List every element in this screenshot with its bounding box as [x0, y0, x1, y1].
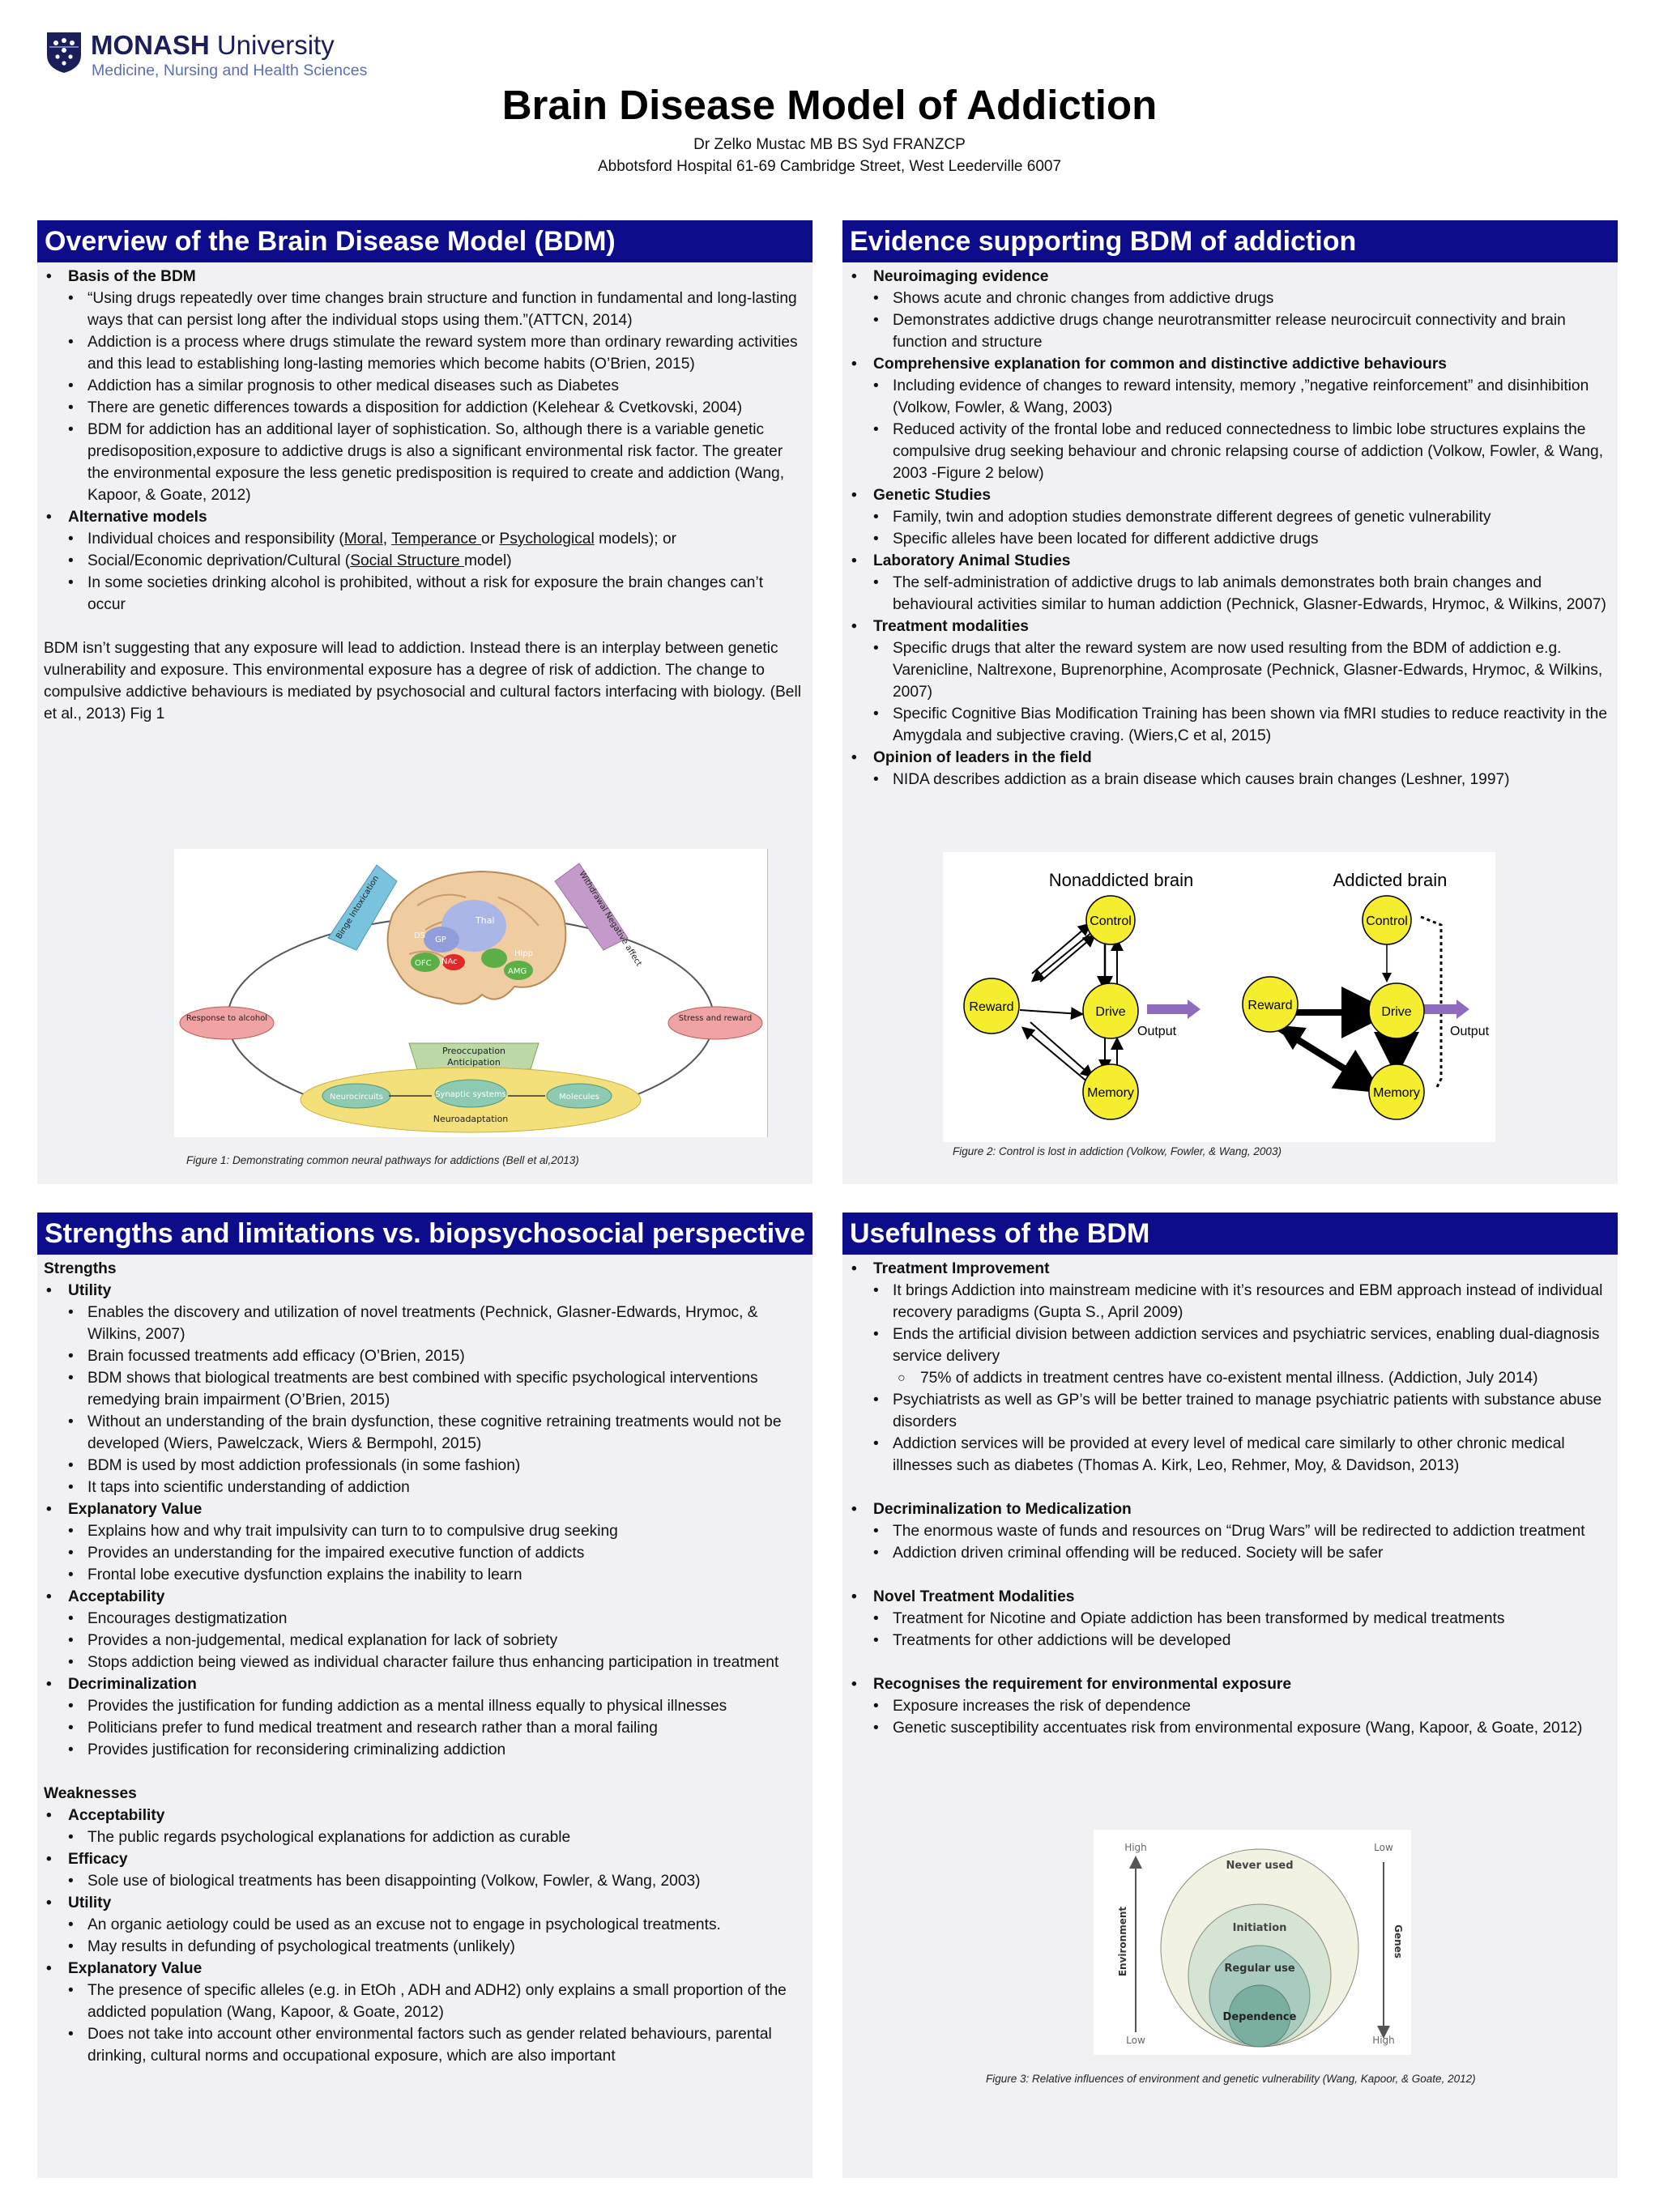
evidence-item: • The self-administration of addictive drugs to lab animals demonstrates both brain changes and behavioural activities similar to human addiction (Pechnick, Glasner-Edwards, Hrymoc, & Wilkins, 2007)	[849, 572, 1610, 616]
weakness-item: • May results in defunding of psychological treatments (unlikely)	[44, 1936, 804, 1958]
evidence-item: • Reduced activity of the frontal lobe and reduced connectedness to limbic lobe structures explains the compulsive drug seeking behaviour and chronic relapsing course of addiction (Volkow, Fowler, & Wang, 2003 -Figure 2 below)	[849, 419, 1610, 484]
weakness-group-label: • Acceptability	[44, 1805, 804, 1826]
genes-high-label: High	[1372, 2035, 1395, 2046]
treatment-item: • Ends the artificial division between addiction services and psychiatric services, enabling dual-diagnosis service delivery	[849, 1323, 1610, 1367]
evidence-heading: Evidence supporting BDM of addiction	[842, 220, 1618, 262]
strength-item: • Frontal lobe executive dysfunction explains the inability to learn	[44, 1564, 804, 1586]
anticipation-label: Anticipation	[447, 1057, 501, 1068]
weakness-group-label: • Explanatory Value	[44, 1958, 804, 1980]
temperance-model-link: Temperance	[391, 531, 481, 548]
molecules-label: Molecules	[559, 1093, 599, 1102]
response-label: Response to alcohol	[186, 1014, 268, 1023]
ds-label: DS	[414, 931, 426, 940]
environmental-exposure-label: • Recognises the requirement for environmental exposure	[849, 1673, 1610, 1695]
strength-item: • Provides a non-judgemental, medical explanation for lack of sobriety	[44, 1630, 804, 1652]
strength-item: • Brain focussed treatments add efficacy (O’Brien, 2015)	[44, 1345, 804, 1367]
poster-title: Brain Disease Model of Addiction	[501, 82, 1158, 128]
evidence-item: • Shows acute and chronic changes from addictive drugs	[849, 288, 1610, 309]
never-used-label: Never used	[1226, 1860, 1294, 1872]
strength-item: • Without an understanding of the brain dysfunction, these cognitive retraining treatments would not be developed (Wiers, Pawelczack, Wiers & Bermpohl, 2015)	[44, 1411, 804, 1455]
alternative-models-label: • Alternative models	[44, 506, 804, 528]
strength-item: • BDM shows that biological treatments are best combined with specific psychological interventions remedying brain impairment (O’Brien, 2015)	[44, 1367, 804, 1411]
env-high-label: High	[1124, 1842, 1147, 1853]
basis-item: • There are genetic differences towards a disposition for addiction (Kelehear & Cvetkovski, 2004)	[44, 397, 804, 419]
strength-item: • Politicians prefer to fund medical treatment and research rather than a moral failing	[44, 1717, 804, 1739]
strengths-label: Strengths	[44, 1260, 117, 1277]
regular-use-label: Regular use	[1224, 1963, 1295, 1975]
control-node-label-addicted: Control	[1366, 914, 1408, 928]
figure-1-caption: Figure 1: Demonstrating common neural pathways for addictions (Bell et al,2013)	[186, 1154, 579, 1166]
evidence-group-label: • Laboratory Animal Studies	[849, 550, 1610, 572]
strength-item: • Stops addiction being viewed as individual character failure thus enhancing participation in treatment	[44, 1652, 804, 1673]
figure-1	[174, 849, 768, 1137]
output-label-addicted: Output	[1450, 1025, 1490, 1038]
stress-label: Stress and reward	[678, 1014, 753, 1023]
reward-node-label-addicted: Reward	[1247, 999, 1293, 1012]
evidence-group-label: • Treatment modalities	[849, 616, 1610, 637]
weakness-item: • The presence of specific alleles (e.g. in EtOh , ADH and ADH2) only explains a small proportion of the addicted population (Wang, Kapoor, & Goate, 2012)	[44, 1980, 804, 2023]
psychological-model-link: Psychological	[499, 531, 595, 548]
figure-2	[943, 852, 1495, 1142]
gp-label: GP	[435, 936, 446, 944]
decrim-item: • The enormous waste of funds and resources on “Drug Wars” will be redirected to addiction treatment	[849, 1520, 1610, 1542]
strength-item: • Provides justification for reconsidering criminalizing addiction	[44, 1739, 804, 1761]
figure-3-diagram	[1094, 1830, 1411, 2055]
monash-logo	[45, 26, 369, 83]
strength-group-label: • Utility	[44, 1280, 804, 1302]
evidence-group-label: • Opinion of leaders in the field	[849, 747, 1610, 769]
basis-item: • BDM for addiction has an additional layer of sophistication. So, although there is a variable genetic predisoposition,exposure to addictive drugs is also a significant environmental risk factor. The greater the environmental exposure the less genetic predisposition is required to create and addiction (Wang, Kapoor, & Goate, 2012)	[44, 419, 804, 506]
weaknesses-label: Weaknesses	[44, 1785, 137, 1802]
env-item: • Genetic susceptibility accentuates risk from environmental exposure (Wang, Kapoor, & Goate, 2012)	[849, 1717, 1610, 1739]
evidence-panel	[842, 220, 1618, 1184]
reward-node-label: Reward	[969, 1000, 1014, 1014]
evidence-group-label: • Genetic Studies	[849, 484, 1610, 506]
evidence-item: • Including evidence of changes to reward intensity, memory ,”negative reinforcement” and disinhibition (Volkow, Fowler, & Wang, 2003)	[849, 375, 1610, 419]
strength-item: • Encourages destigmatization	[44, 1608, 804, 1630]
usefulness-heading: Usefulness of the BDM	[842, 1213, 1618, 1255]
evidence-group-label: • Neuroimaging evidence	[849, 266, 1610, 288]
basis-item: • Addiction is a process where drugs stimulate the reward system more than ordinary rewarding activities and this lead to establishing long-lasting memories which become habits (O’Brien, 2015)	[44, 331, 804, 375]
dependence-label: Dependence	[1222, 2011, 1297, 2023]
weakness-item: • Sole use of biological treatments has been disappointing (Volkow, Fowler, & Wang, 2003)	[44, 1870, 804, 1892]
overview-body	[44, 266, 804, 725]
treatment-subitem: ○ 75% of addicts in treatment centres have co-existent mental illness. (Addiction, July 2014)	[849, 1367, 1610, 1389]
evidence-group-label: • Comprehensive explanation for common and distinctive addictive behaviours	[849, 353, 1610, 375]
thal-label: Thal	[476, 915, 495, 926]
monash-crest-icon	[45, 31, 83, 75]
nac-label: NAc	[441, 957, 458, 966]
env-item: • Exposure increases the risk of dependence	[849, 1695, 1610, 1717]
binge-label: Binge Intoxication	[335, 874, 382, 941]
treatment-item: • Addiction services will be provided at every level of medical care similarly to other chronic medical illnesses such as diabetes (Thomas A. Kirk, Leo, Rehmer, Moy, & Davidson, 2013)	[849, 1433, 1610, 1477]
treatment-item: • Psychiatrists as well as GP’s will be better trained to manage psychiatric patients with substance abuse disorders	[849, 1389, 1610, 1433]
alt-item: • Social/Economic deprivation/Cultural (Social Structure model)	[44, 550, 804, 572]
drive-node-label-addicted: Drive	[1381, 1005, 1412, 1019]
memory-node-label-addicted: Memory	[1373, 1086, 1420, 1100]
overview-paragraph: BDM isn’t suggesting that any exposure will lead to addiction. Instead there is an interplay between genetic vulnerability and exposure. This environmental exposure has a degree of risk of addiction. The change to compulsive addictive behaviours is mediated by psychosocial and cultural factors interfacing with biology. (Bell et al., 2013) Fig 1	[44, 640, 801, 722]
logo-name: MONASH University	[91, 30, 335, 60]
figure-2-diagram	[943, 852, 1495, 1142]
weakness-item: • An organic aetiology could be used as an excuse not to engage in psychological treatments.	[44, 1914, 804, 1936]
strengths-panel	[37, 1213, 812, 2178]
neuroadaptation-label: Neuroadaptation	[433, 1114, 509, 1124]
weakness-group-label: • Efficacy	[44, 1848, 804, 1870]
output-label: Output	[1137, 1025, 1177, 1038]
nonaddicted-label: Nonaddicted brain	[1048, 870, 1194, 890]
evidence-item: • Family, twin and adoption studies demonstrate different degrees of genetic vulnerability	[849, 506, 1610, 528]
basis-item: • “Using drugs repeatedly over time changes brain structure and function in fundamental and long-lasting ways that can persist long after the individual stops using them.”(ATTCN, 2014)	[44, 288, 804, 331]
overview-panel	[37, 220, 812, 1184]
strength-item: • It taps into scientific understanding of addiction	[44, 1477, 804, 1498]
drive-node-label: Drive	[1095, 1005, 1126, 1019]
withdrawal-label: Withdrawal Negative affect	[577, 869, 643, 969]
hipp-label: Hipp	[514, 949, 533, 958]
evidence-body	[849, 266, 1610, 791]
ofc-label: OFC	[415, 959, 432, 968]
novel-item: • Treatments for other addictions will be developed	[849, 1630, 1610, 1652]
usefulness-panel	[842, 1213, 1618, 2178]
figure-1-diagram	[174, 849, 768, 1137]
weakness-item: • The public regards psychological explanations for addiction as curable	[44, 1826, 804, 1848]
strengths-body	[44, 1258, 804, 2067]
poster-address: Abbotsford Hospital 61-69 Cambridge Street, West Leederville 6007	[597, 158, 1062, 175]
decriminalization-label: • Decriminalization to Medicalization	[849, 1498, 1610, 1520]
figure-2-caption: Figure 2: Control is lost in addiction (Volkow, Fowler, & Wang, 2003)	[953, 1145, 1282, 1157]
strength-group-label: • Acceptability	[44, 1586, 804, 1608]
usefulness-body	[849, 1258, 1610, 1739]
control-node-label: Control	[1090, 914, 1132, 928]
preoccupation-label: Preoccupation	[441, 1046, 506, 1056]
figure-3	[1094, 1830, 1411, 2055]
strength-item: • Provides an understanding for the impaired executive function of addicts	[44, 1542, 804, 1564]
figure-3-caption: Figure 3: Relative influences of environment and genetic vulnerability (Wang, Kapoor, & Goate, 2012)	[986, 2073, 1476, 2085]
treatment-improvement-label: • Treatment Improvement	[849, 1258, 1610, 1280]
weakness-group-label: • Utility	[44, 1892, 804, 1914]
moral-model-link: Moral	[343, 531, 383, 548]
alt-item: • Individual choices and responsibility (Moral, Temperance or Psychological models); or	[44, 528, 804, 550]
neurocircuits-label: Neurocircuits	[330, 1093, 383, 1102]
novel-item: • Treatment for Nicotine and Opiate addiction has been transformed by medical treatments	[849, 1608, 1610, 1630]
env-low-label: Low	[1126, 2035, 1145, 2046]
logo-subtitle: Medicine, Nursing and Health Sciences	[92, 62, 368, 79]
overview-heading: Overview of the Brain Disease Model (BDM)	[37, 220, 812, 262]
poster-author: Dr Zelko Mustac MB BS Syd FRANZCP	[693, 136, 966, 153]
social-structure-link: Social Structure	[350, 552, 464, 569]
evidence-item: • Specific drugs that alter the reward system are now used resulting from the BDM of addiction e.g. Varenicline, Naltrexone, Buprenorphine, Acomprosate (Pechnick, Glasner-Edwards, Hrymoc, & Wilkins, 2007)	[849, 637, 1610, 703]
strength-group-label: • Explanatory Value	[44, 1498, 804, 1520]
basis-item: • Addiction has a similar prognosis to other medical diseases such as Diabetes	[44, 375, 804, 397]
decrim-item: • Addiction driven criminal offending will be reduced. Society will be safer	[849, 1542, 1610, 1564]
addicted-label: Addicted brain	[1333, 870, 1448, 890]
novel-treatment-label: • Novel Treatment Modalities	[849, 1586, 1610, 1608]
synaptic-label: Synaptic systems	[435, 1090, 506, 1099]
strength-item: • BDM is used by most addiction professionals (in some fashion)	[44, 1455, 804, 1477]
amg-label: AMG	[508, 967, 527, 976]
strength-item: • Explains how and why trait impulsivity can turn to to compulsive drug seeking	[44, 1520, 804, 1542]
basis-label: • Basis of the BDM	[44, 266, 804, 288]
treatment-item: • It brings Addiction into mainstream medicine with it’s resources and EBM approach instead of individual recovery paradigms (Gupta S., April 2009)	[849, 1280, 1610, 1323]
environment-axis-label: Environment	[1117, 1906, 1128, 1977]
weakness-item: • Does not take into account other environmental factors such as gender related behaviours, parental drinking, cultural norms and occupational exposure, which are also important	[44, 2023, 804, 2067]
memory-node-label: Memory	[1087, 1086, 1134, 1100]
strengths-heading: Strengths and limitations vs. biopsychosocial perspective	[37, 1213, 812, 1255]
evidence-item: • Specific Cognitive Bias Modification Training has been shown via fMRI studies to reduce reactivity in the Amygdala and subjective craving. (Wiers,C et al, 2015)	[849, 703, 1610, 747]
strength-item: • Enables the discovery and utilization of novel treatments (Pechnick, Glasner-Edwards, Hrymoc, & Wilkins, 2007)	[44, 1302, 804, 1345]
genes-axis-label: Genes	[1392, 1924, 1404, 1958]
strength-group-label: • Decriminalization	[44, 1673, 804, 1695]
evidence-item: • Demonstrates addictive drugs change neurotransmitter release neurocircuit connectivity and brain function and structure	[849, 309, 1610, 353]
alt-item: • In some societies drinking alcohol is prohibited, without a risk for exposure the brain changes can’t occur	[44, 572, 804, 616]
initiation-label: Initiation	[1232, 1922, 1287, 1934]
evidence-item: • Specific alleles have been located for different addictive drugs	[849, 528, 1610, 550]
genes-low-label: Low	[1374, 1842, 1393, 1853]
evidence-item: • NIDA describes addiction as a brain disease which causes brain changes (Leshner, 1997)	[849, 769, 1610, 791]
strength-item: • Provides the justification for funding addiction as a mental illness equally to physical illnesses	[44, 1695, 804, 1717]
